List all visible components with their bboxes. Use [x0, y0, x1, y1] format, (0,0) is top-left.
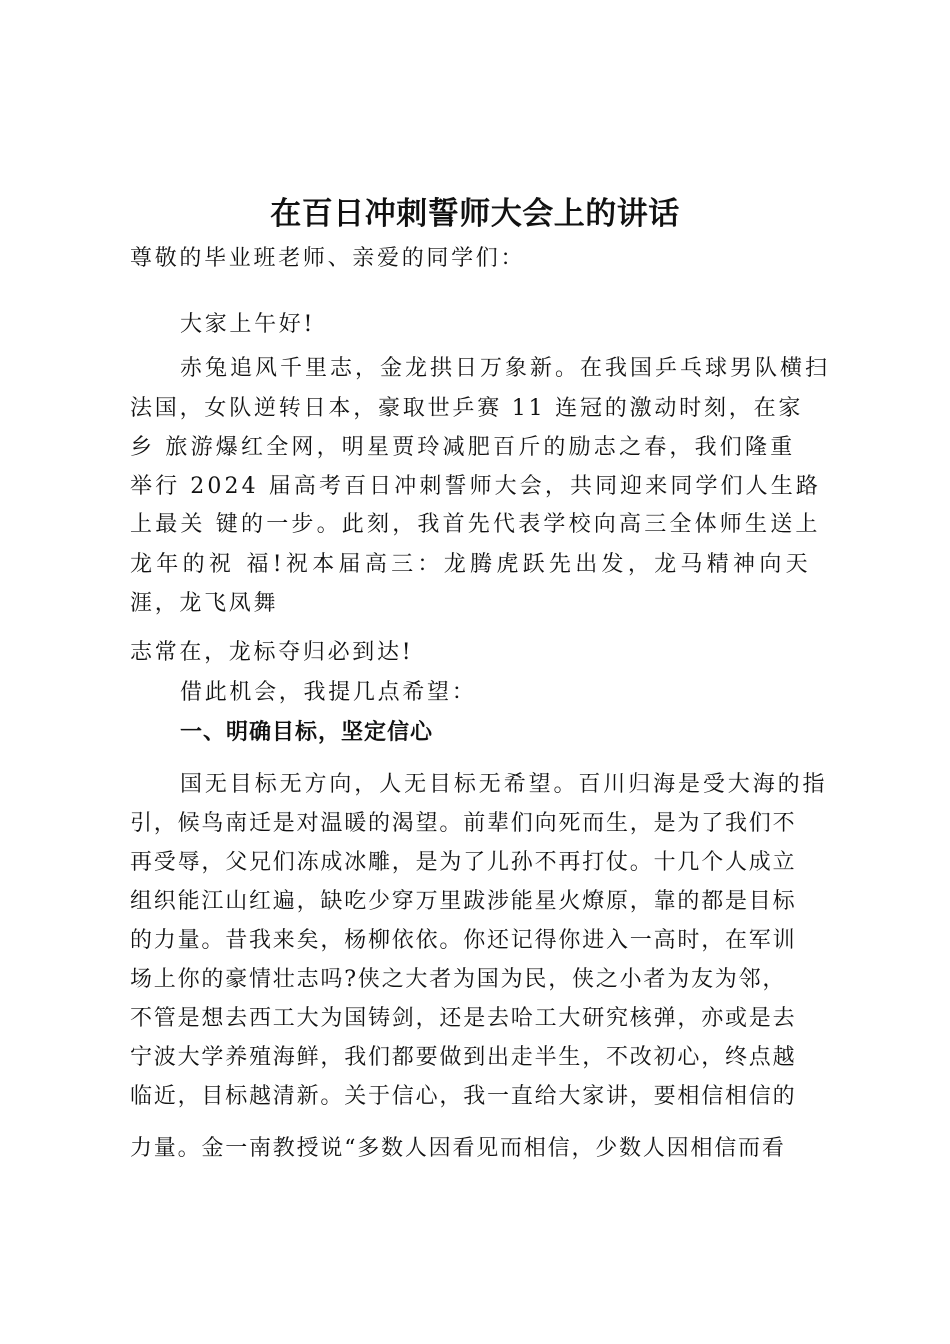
paragraph-line: 涯，龙飞凤舞: [130, 591, 279, 616]
paragraph-line: 上最关 键的一步。此刻，我首先代表学校向高三全体师生送上: [130, 512, 821, 537]
paragraph-line: 国无目标无方向，人无目标无希望。百川归海是受大海的指: [180, 772, 828, 797]
paragraph-line: 再受辱，父兄们冻成冰雕，是为了儿孙不再打仗。十几个人成立: [130, 850, 797, 875]
paragraph-line: 组织能江山红遍，缺吃少穿万里跋涉能星火燎原，靠的都是目标: [130, 889, 797, 914]
paragraph-line: 宁波大学养殖海鲜，我们都要做到出走半生，不改初心，终点越: [130, 1045, 797, 1070]
paragraph-line: 赤兔追风千里志，金龙拱日万象新。在我国乒乓球男队横扫: [180, 356, 831, 381]
paragraph-line: 志常在，龙标夺归必到达!: [130, 640, 414, 665]
paragraph-line: 乡 旅游爆红全网，明星贾玲减肥百斤的励志之春，我们隆重: [130, 435, 796, 460]
paragraph-line: 举行 2024 届高考百日冲刺誓师大会，共同迎来同学们人生路: [130, 474, 821, 499]
paragraph-line: 不管是想去西工大为国铸剑，还是去哈工大研究核弹，亦或是去: [130, 1006, 797, 1031]
paragraph-line: 的力量。昔我来矣，杨柳依依。你还记得你进入一高时，在军训: [130, 928, 797, 953]
paragraph-line: 法国，女队逆转日本，豪取世乒赛 11 连冠的激动时刻，在家: [130, 396, 804, 421]
salutation: 尊敬的毕业班老师、亲爱的同学们：: [130, 246, 526, 271]
section-heading: 一、明确目标，坚定信心: [180, 720, 434, 745]
document-title: 在百日冲刺誓师大会上的讲话: [270, 196, 680, 232]
paragraph-line: 引，候鸟南迁是对温暖的渴望。前辈们向死而生，是为了我们不: [130, 811, 797, 836]
paragraph-line: 场上你的豪情壮志吗?侠之大者为国为民，侠之小者为友为邻，: [130, 967, 787, 992]
greeting: 大家上午好!: [180, 312, 316, 337]
paragraph-line: 力量。金一南教授说“多数人因看见而相信，少数人因相信而看: [130, 1136, 786, 1161]
paragraph-line: 龙年的祝 福!祝本届高三：龙腾虎跃先出发，龙马精神向天: [130, 552, 812, 577]
hopes-intro: 借此机会，我提几点希望：: [180, 680, 477, 705]
paragraph-line: 临近，目标越清新。关于信心，我一直给大家讲，要相信相信的: [130, 1084, 797, 1109]
